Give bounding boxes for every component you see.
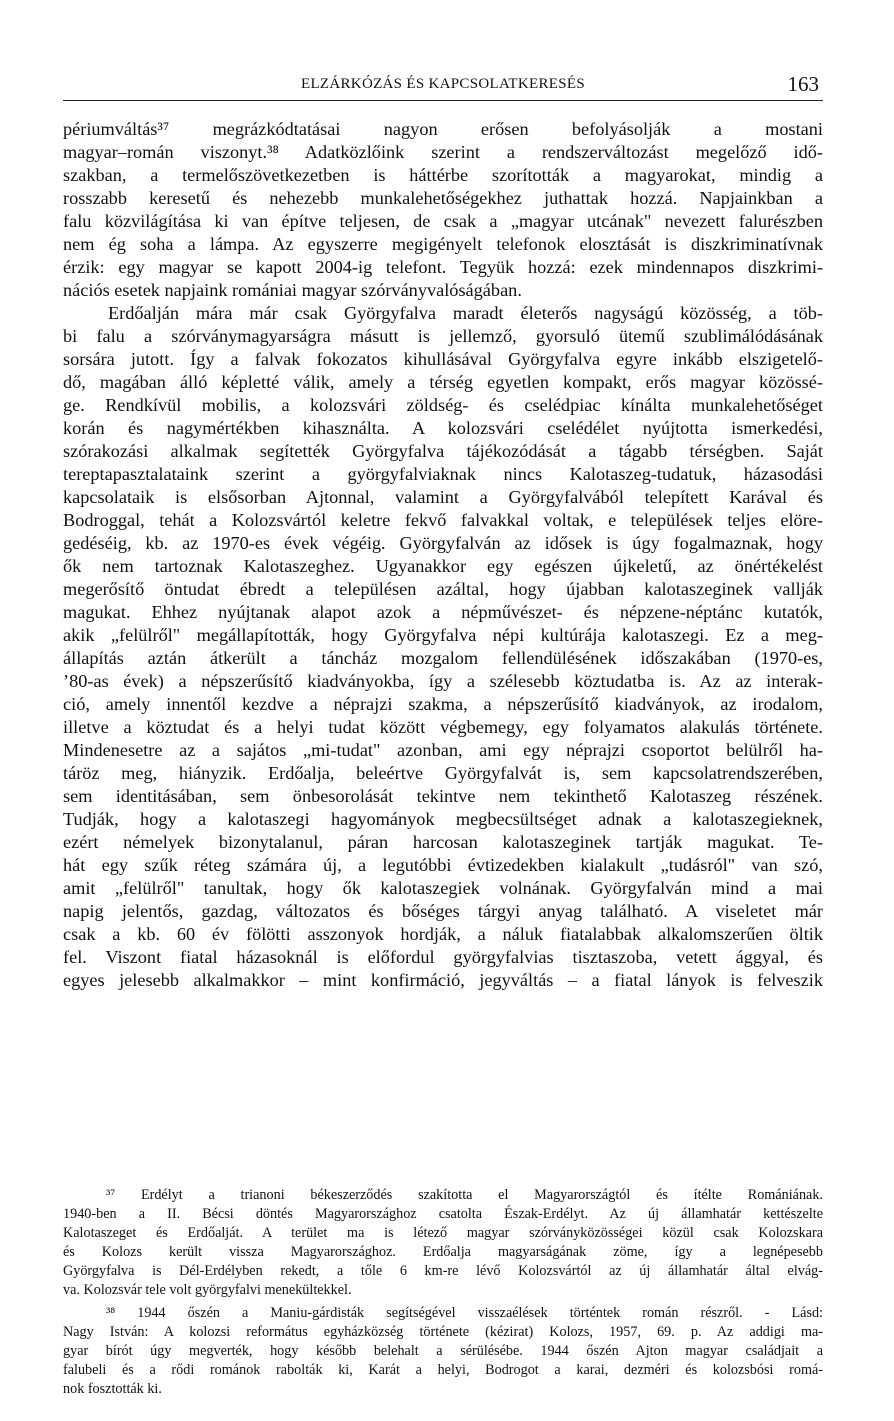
- text-line: Erdőalján mára már csak Györgyfalva maradt életerős nagyságú közösség, a töb-: [108, 303, 823, 323]
- text-line: csak a kb. 60 év fölötti asszonyok hordják, a náluk fiatalabbak alkalomszerűen öltik: [63, 924, 823, 944]
- footnote-line: falubeli és a rődi románok rabolták ki, Karát a helyi, Bodrogot a karai, dezméri és kolozsbósi romá-: [63, 1362, 823, 1378]
- text-line: szakban, a termelőszövetkezetben is háttérbe szorították a magyarokat, mindig a: [63, 165, 823, 185]
- footnote-line: va. Kolozsvár tele volt györgyfalvi menekültekkel.: [63, 1282, 352, 1298]
- footnote-line: és Kolozs került vissza Magyarországhoz. Erdőalja magyarságának zöme, így a legnépesebb: [63, 1244, 823, 1260]
- footnote-line: nok fosztották ki.: [63, 1381, 162, 1397]
- page-number: 163: [787, 72, 819, 96]
- text-line: bi falu a szórványmagyarságra másutt is jellemző, gyorsuló ütemű szublimálódásának: [63, 326, 823, 346]
- footnote-37: [63, 1186, 823, 1300]
- text-line: hát egy szűk réteg számára új, a legutóbbi évtizedekben kialakult „tudásról" van szó,: [63, 855, 823, 875]
- text-line: fel. Viszont fiatal házasoknál is előfordul györgyfalvias tisztaszoba, vetett ággyal, és: [63, 947, 823, 967]
- text-line: ők nem tartoznak Kalotaszeghez. Ugyanakkor egy egészen újkeletű, az önértékelést: [63, 556, 823, 576]
- text-line: megerősítő öntudat ébredt a településen azáltal, hogy újabban kalotaszeginek vallják: [63, 579, 823, 599]
- text-line: gedéséig, kb. az 1970-es évek végéig. Györgyfalván az idősek is úgy fogalmaznak, hogy: [63, 533, 823, 553]
- body-text: [63, 118, 823, 992]
- running-title: ELZÁRKÓZÁS ÉS KAPCSOLATKERESÉS: [300, 76, 586, 92]
- text-line: illetve a köztudat és a helyi tudat között végbemegy, egy folyamatos alakulás története.: [63, 717, 823, 737]
- text-line: szórakozási alkalmak segítették Györgyfalva tájékozódását a tágabb térségben. Saját: [63, 441, 823, 461]
- footnote-line: Györgyfalva is Dél-Erdélyben rekedt, a tőle 6 km-re lévő Kolozsvártól az új államhatár által elvág-: [63, 1263, 823, 1279]
- text-line: érzik: egy magyar se kapott 2004-ig telefont. Tegyük hozzá: ezek mindennapos diszkrimi-: [63, 257, 823, 277]
- text-line: magyar–román viszonyt.³⁸ Adatközlőink szerint a rendszerváltozást megelőző idő-: [63, 142, 823, 162]
- text-line: ge. Rendkívül mobilis, a kolozsvári zöldség- és cselédpiac kínálta munkalehetőséget: [63, 395, 823, 415]
- text-line: sorsára jutott. Így a falvak fokozatos kihullásával Györgyfalva egyre inkább elszigetelő-: [63, 349, 823, 369]
- text-line: táröz meg, hiányzik. Erdőalja, beleértve Györgyfalvát is, sem kapcsolatrendszerében,: [63, 763, 823, 783]
- text-line: napig jelentős, gazdag, változatos és bőséges tárgyi anyag található. A viseletet már: [63, 901, 823, 921]
- text-line: Bodroggal, tehát a Kolozsvártól keletre fekvő falvakkal voltak, e települések teljes elöre-: [63, 510, 823, 530]
- text-line: kapcsolataik is elsősorban Ajtonnal, valamint a Györgyfalvából telepített Karával és: [63, 487, 823, 507]
- text-line: sem identitásában, sem önbesorolását tekintve nem tekinthető Kalotaszeg részének.: [63, 786, 823, 806]
- footnote-line: Nagy István: A kolozsi református egyházközség története (kézirat) Kolozs, 1957, 69. p. Az addigi ma-: [63, 1324, 823, 1340]
- footnote-line: gyar bírót úgy megverték, hogy később belehalt a sérülésébe. 1944 őszén Ajton magyar családjait a: [63, 1343, 823, 1359]
- text-line: egyes jelesebb alkalmakkor – mint konfirmáció, jegyváltás – a fiatal lányok is felveszik: [63, 970, 823, 990]
- text-line: amit „felülről" tanultak, hogy ők kalotaszegiek volnának. Györgyfalván mind a mai: [63, 878, 823, 898]
- text-line: rosszabb keresetű és nehezebb munkalehetőségekhez juthattak hozzá. Napjainkban a: [63, 188, 823, 208]
- footnotes: [63, 1186, 823, 1399]
- text-line: tereptapasztalataink szerint a györgyfalviaknak nincs Kalotaszeg-tudatuk, házasodási: [63, 464, 823, 484]
- page-header: [63, 68, 823, 101]
- text-line: Mindenesetre az a sajátos „mi-tudat" azonban, ami egy néprajzi csoportot belülről ha-: [63, 740, 823, 760]
- text-line: nem ég soha a lámpa. Az egyszerre megigényelt telefonok elosztását is diszkriminatívnak: [63, 234, 823, 254]
- footnote-line: ³⁸ 1944 őszén a Maniu-gárdisták segítségével visszaélések történtek román részről. - Lásd:: [106, 1305, 823, 1321]
- footnote-line: 1940-ben a II. Bécsi döntés Magyarországhoz csatolta Észak-Erdélyt. Az új államhatár kettészelte: [63, 1206, 823, 1222]
- text-line: dő, magában álló képletté válik, amely a térség egyetlen kompakt, erős magyar közössé-: [63, 372, 823, 392]
- text-line: korán és nagymértékben kihasználta. A kolozsvári cselédélet nyújtotta ismerkedési,: [63, 418, 823, 438]
- text-line: falu közvilágítása ki van építve teljesen, de csak a „magyar utcának" nevezett falurészben: [63, 211, 823, 231]
- text-line: állapítás aztán átkerült a táncház mozgalom fellendülésének időszakában (1970-es,: [63, 648, 823, 668]
- text-line: Tudják, hogy a kalotaszegi hagyományok megbecsültséget adnak a kalotaszegieknek,: [63, 809, 823, 829]
- footnote-line: Kalotaszeget és Erdőalját. A terület ma is létező magyar szórványközösségei közül csak Kolozskara: [63, 1225, 823, 1241]
- text-line: ció, amely innentől kezdve a néprajzi szakma, a népszerűsítő kiadványok, az irodalom,: [63, 694, 823, 714]
- text-line: akik „felülről" megállapították, hogy Györgyfalva népi kultúrája kalotaszegi. Ez a meg-: [63, 625, 823, 645]
- text-line: magukat. Ehhez nyújtanak alapot azok a népművészet- és népzene-néptánc kutatók,: [63, 602, 823, 622]
- text-line: nációs esetek napjaink romániai magyar szórványvalóságában.: [63, 280, 522, 300]
- text-line: ezért némelyek bizonytalanul, páran harcosan kalotaszeginek tartják magukat. Te-: [63, 832, 823, 852]
- footnote-line: ³⁷ Erdélyt a trianoni békeszerződés szakította el Magyarországtól és ítélte Romániának.: [106, 1187, 823, 1203]
- text-line: périumváltás³⁷ megrázkódtatásai nagyon erősen befolyásolják a mostani: [63, 119, 823, 139]
- text-line: ’80-as évek) a népszerűsítő kiadványokba, így a szélesebb köztudatba is. Az az interak-: [63, 671, 823, 691]
- footnote-38: [63, 1304, 823, 1399]
